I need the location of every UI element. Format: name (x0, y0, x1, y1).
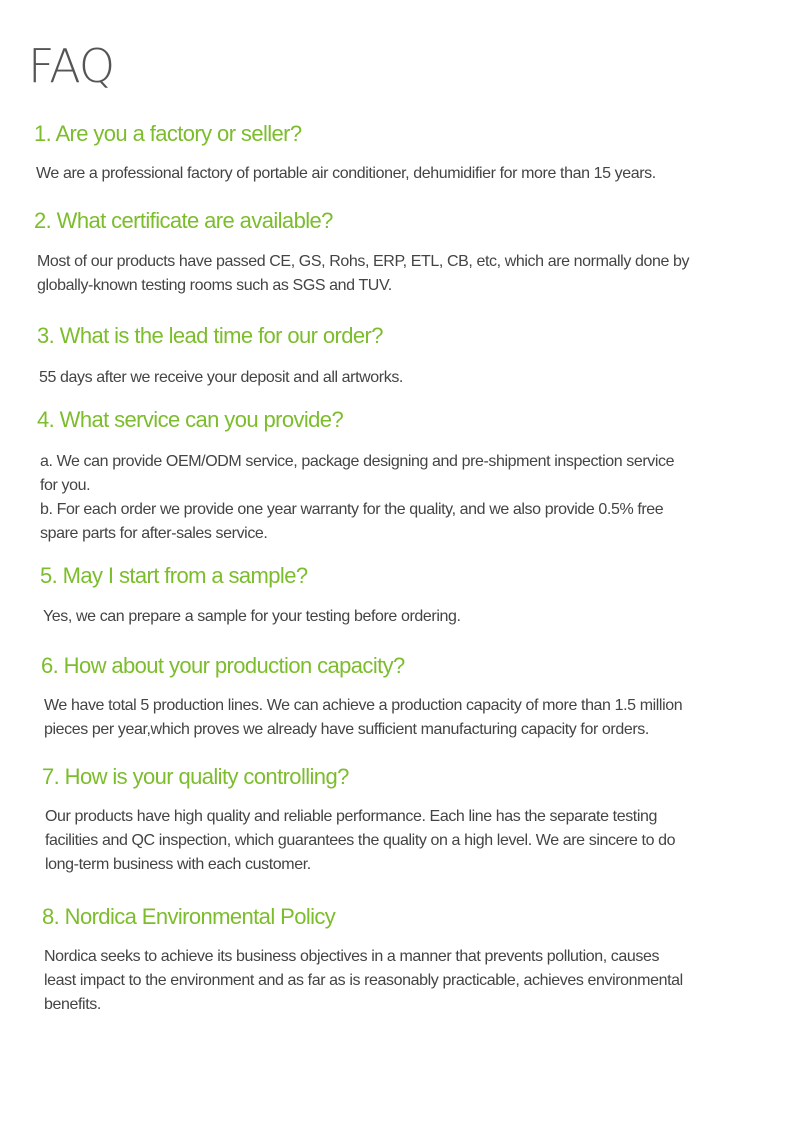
faq-answer-line: long-term business with each customer. (45, 856, 311, 873)
faq-item-3 (37, 322, 767, 390)
faq-answer-line: spare parts for after-sales service. (40, 525, 268, 542)
faq-answer-line: Yes, we can prepare a sample for your testing before ordering. (43, 608, 461, 625)
faq-answer (37, 250, 764, 298)
faq-answer-line: benefits. (44, 996, 101, 1013)
faq-answer-line: Our products have high quality and reliable performance. Each line has the separate testing (45, 808, 657, 825)
faq-answer (44, 694, 771, 742)
faq-item-2 (34, 207, 764, 298)
faq-answer-line: We have total 5 production lines. We can achieve a production capacity of more than 1.5 million (44, 697, 683, 714)
faq-question: 8. Nordica Environmental Policy (42, 904, 336, 929)
faq-item-6 (41, 652, 771, 742)
faq-item-7 (42, 763, 772, 877)
faq-question: 6. How about your production capacity? (41, 653, 405, 678)
faq-answer-line: least impact to the environment and as far as is reasonably practicable, achieves environmental (44, 972, 683, 989)
faq-question: 7. How is your quality controlling? (42, 764, 349, 789)
faq-answer-line: a. We can provide OEM/ODM service, package designing and pre-shipment inspection service (40, 453, 675, 470)
faq-item-1 (34, 120, 764, 186)
faq-question: 3. What is the lead time for our order? (37, 323, 383, 348)
faq-answer-line: pieces per year,which proves we already have sufficient manufacturing capacity for orders. (44, 721, 649, 738)
page-title: FAQ (28, 39, 115, 93)
faq-answer-line: 55 days after we receive your deposit and all artworks. (39, 369, 403, 386)
faq-answer-line: globally-known testing rooms such as SGS and TUV. (37, 277, 392, 294)
faq-item-8 (42, 903, 772, 1017)
faq-item-4 (37, 406, 767, 546)
faq-answer-line: Most of our products have passed CE, GS, Rohs, ERP, ETL, CB, etc, which are normally done by (37, 253, 690, 270)
faq-question: 4. What service can you provide? (37, 407, 344, 432)
faq-answer (44, 945, 772, 1017)
faq-answer (43, 605, 770, 629)
faq-answer (45, 805, 772, 877)
faq-answer (39, 366, 767, 390)
faq-answer (36, 162, 764, 186)
faq-question: 1. Are you a factory or seller? (34, 121, 302, 146)
faq-item-5 (40, 562, 770, 629)
faq-answer-line: facilities and QC inspection, which guarantees the quality on a high level. We are sincere to do (45, 832, 676, 849)
faq-answer-line: Nordica seeks to achieve its business objectives in a manner that prevents pollution, causes (44, 948, 660, 965)
faq-question: 2. What certificate are available? (34, 208, 333, 233)
faq-question: 5. May I start from a sample? (40, 563, 308, 588)
faq-answer-line: We are a professional factory of portable air conditioner, dehumidifier for more than 15 years. (36, 165, 656, 182)
faq-answer (40, 450, 767, 546)
faq-answer-line: b. For each order we provide one year warranty for the quality, and we also provide 0.5% free (40, 501, 664, 518)
faq-answer-line: for you. (40, 477, 91, 494)
